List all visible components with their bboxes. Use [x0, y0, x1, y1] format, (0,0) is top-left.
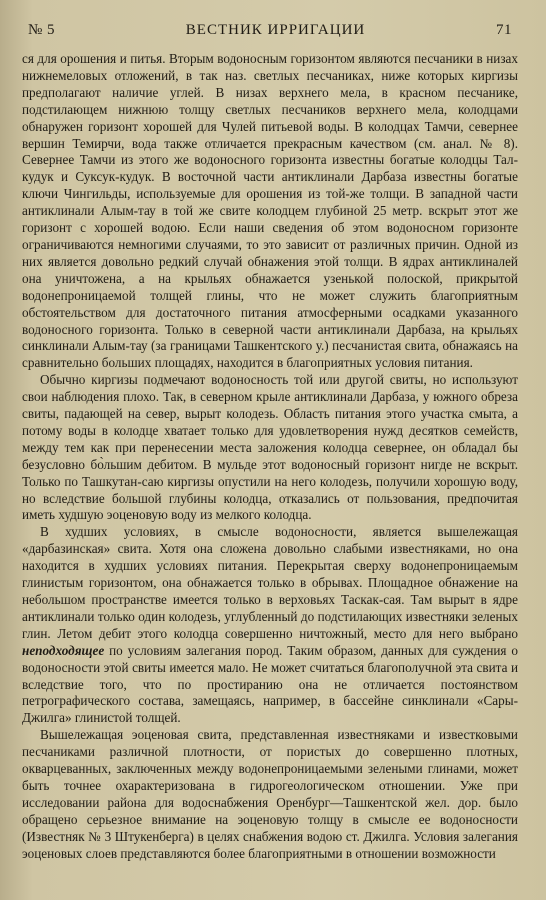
article-body [22, 51, 518, 863]
paragraph-2 [22, 372, 518, 524]
issue-number: № 5 [28, 22, 56, 38]
paragraph-2-text: Обычно киргизы подмечают водоносность той или другой свиты, но используют свои наблюдения плохо. Так, в северном крыле антиклинали Дарбаза, у южного обреза свиты, падающей на север, вырыт колодезь. Область питания этого участка смыта, а потому воды в колодце хватает только для удовлетворения нужд десятков семейств, между тем как при перенесении места заложения колодца севернее, он обладал бы безусловно бо̀льшим дебитом. В мульде этот водоносный горизонт нигде не вскрыт. Только по Ташкутан-саю киргизы опустили на него колодезь, получили хорошую воду, но вследствие большой глубины колодца, отказались от пользования, предпочитая иметь худшую эоценовую воду из мелкого колодца. [22, 372, 518, 523]
running-header [22, 22, 518, 39]
paragraph-4-text: Вышележащая эоценовая свита, представленная известняками и известковыми песчаниками различной плотности, от пористых до совершенно плотных, окварцеванных, заключенных между водонепроницаемыми зелеными глинами, может быть точнее охарактеризована в гидрогеологическом отношении. Уже при исследовании района для водоснабжения Оренбург—Ташкентской жел. дор. было обращено серьезное внимание на эоценовую толщу в смысле ее водоносности (Известняк № 3 Штукенберга) в целях снабжения водою ст. Джилга. Условия залегания эоценовых слоев представляются более благоприятными в отношении возможности [22, 727, 518, 861]
paragraph-4 [22, 727, 518, 862]
emphasized-word: неподходящее [22, 642, 105, 658]
page-number: 71 [495, 22, 512, 38]
paragraph-3-text-start: В худших условиях, в смысле водоносности, является вышележащая «дарбазинская» свита. Хотя она сложена довольно слабыми известняками, но она находится в худших условиях питания. Перекрытая сверху водонепроницаемым глинистым горизонтом, она обнажается только в обрывах. Площадное обнажение на небольшом пространстве имеется только в верховьях Таскак-сая. Там вырыт в ядре антиклинали только один колодезь, углубленный до подстилающих известняки зеленых глин. Летом дебит этого колодца совершенно ничтожный, место для него выбрано [22, 524, 518, 641]
paragraph-1 [22, 51, 518, 372]
paragraph-3-text-end: по условиям залегания пород. Таким образом, данных для суждения о водоносности этой свиты имеется мало. Не может считаться благополучной эта свита и вследствие того, что по простиранию она не отличается постоянством петрографического состава, замещаясь, например, в бассейне синклинали «Сары-Джилга» глинистой толщей. [22, 642, 518, 726]
paragraph-1-text: ся для орошения и питья. Вторым водоносным горизонтом являются песчаники в низах нижнемеловых отложений, в так наз. светлых песчаниках, ниже которых киргизы предполагают наличие углей. В низах верхнего мела, в красном песчанике, подстилающем нижнюю толщу светлых песчаников верхнего мела, колодцами обнаружен горизонт хорошей для Чулей питьевой воды. В колодцах Тамчи, севернее вершин Темирчи, вода также отличается прекрасным качеством (см. анал. № 8). Севернее Тамчи из этого же водоносного горизонта известны богатые колодцы Тал-кудук и Суксук-кудук. В восточной части антиклинали Дарбаза известны богатые ключи Чингильды, используемые для орошения из той-же толщи. В западной части антиклинали Алым-тау в той же свите колодцем глубиной 25 метр. вскрыт этот же горизонт с хорошей водою. Если наши сведения об этом водоносном горизонте ограничиваются немногими случаями, то это зависит от различных причин. Одной из них является довольно редкий случай обнажения этой толщи. В ядрах антиклиналей она уничтожена, а на крыльях обнажается узенькой полоской, прикрытой водонепроницаемой толщей глины, что не может служить благоприятным обстоятельством для достаточного питания атмосферными осадками указанного водоносного горизонта. Только в северной части антиклинали Дарбаза, на крыльях синклинали Алым-тау (за границами Ташкентского у.) песчанистая свита, обнажаясь на сравнительно больших площадях, находится в благоприятных условия питания. [22, 51, 518, 371]
journal-title: ВЕСТНИК ИРРИГАЦИИ [185, 22, 366, 38]
paragraph-3 [22, 524, 518, 727]
